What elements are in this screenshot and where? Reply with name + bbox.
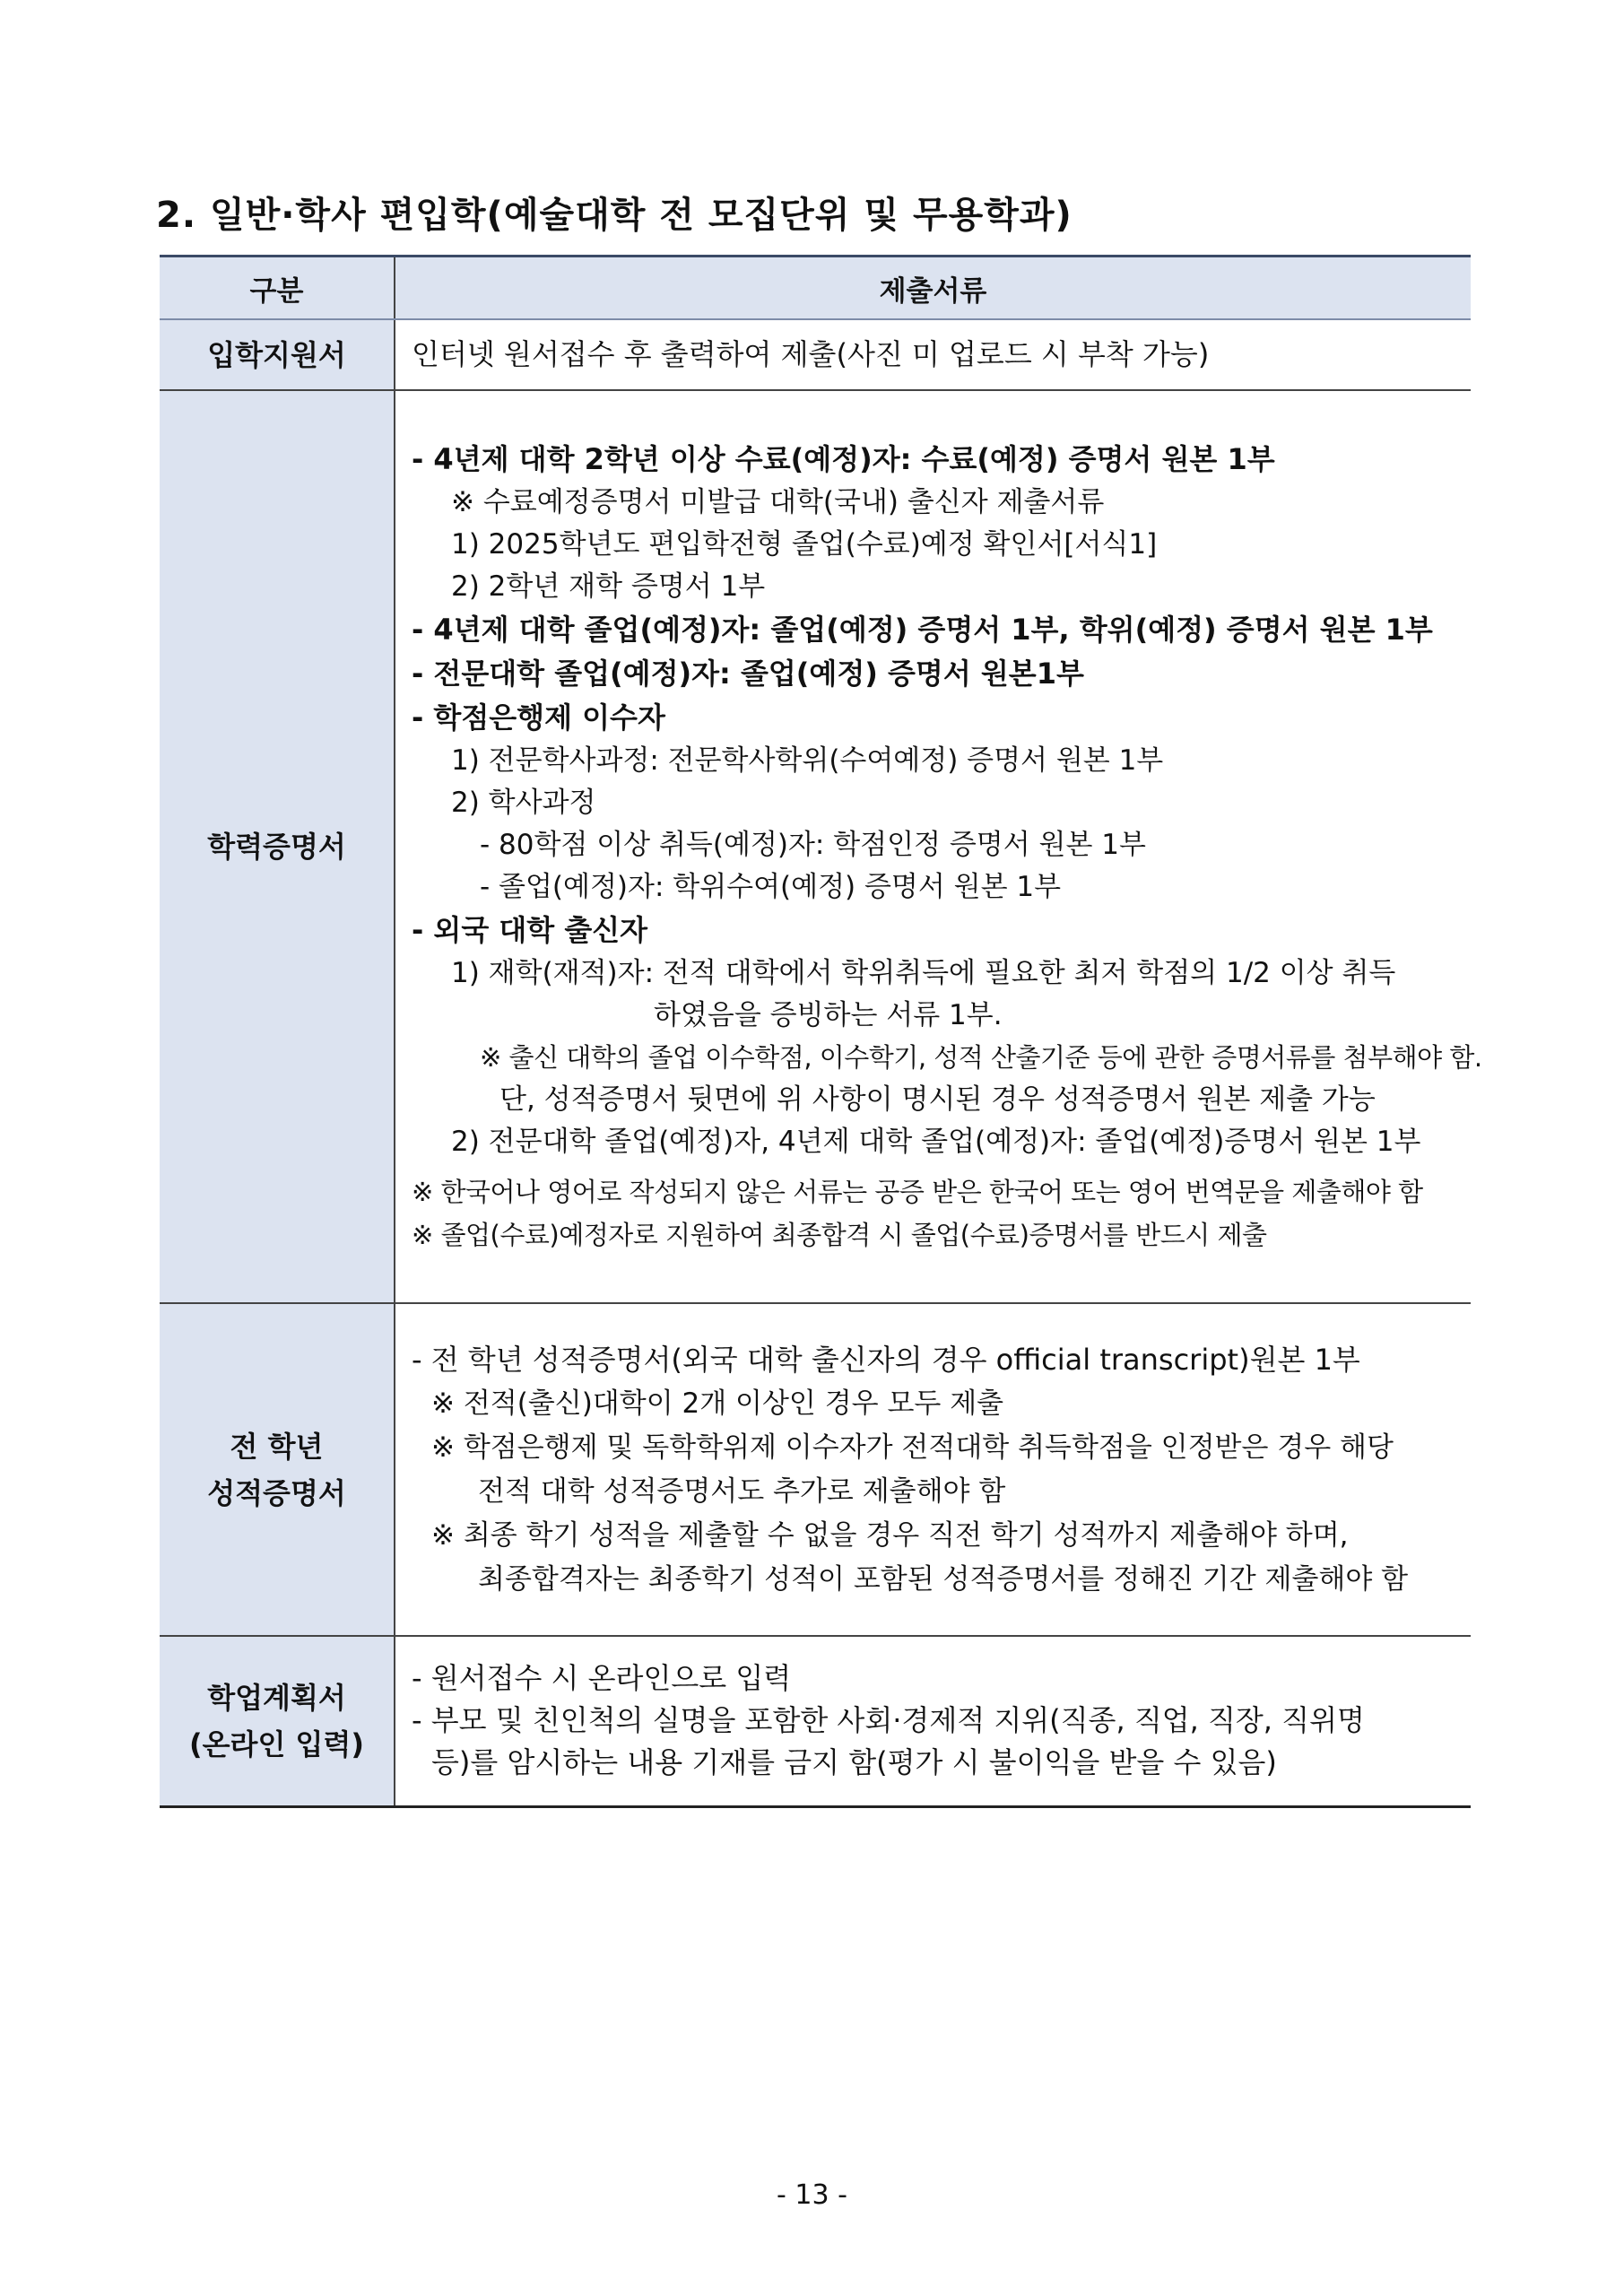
content-line: ※ 출신 대학의 졸업 이수학점, 이수학기, 성적 산출기준 등에 관한 증명서류를 첨부해야 함. [480,1041,1482,1073]
content-line: - 외국 대학 출신자 [412,912,648,947]
content-line: 전적 대학 성적증명서도 추가로 제출해야 함 [478,1474,1006,1508]
section-heading: 2. 일반·학사 편입학(예술대학 전 모집단위 및 무용학과) [156,195,1073,236]
header-documents: 제출서류 [395,257,1471,320]
table-row [160,1303,1471,1636]
content-line: ※ 최종 학기 성적을 제출할 수 없을 경우 직전 학기 성적까지 제출해야 하며, [431,1518,1349,1552]
content-line: - 학점은행제 이수자 [412,700,665,735]
content-line: - 원서접수 시 온라인으로 입력 [412,1661,792,1696]
content-line: ※ 한국어나 영어로 작성되지 않은 서류는 공증 받은 한국어 또는 영어 번역문을 제출해야 함 [412,1176,1423,1207]
row-label-line: (온라인 입력) [189,1726,364,1761]
page-number: - 13 - [777,2179,847,2211]
row-label-education: 학력증명서 [160,390,395,1303]
table-row [160,390,1471,1303]
row-content-application [395,319,1471,390]
content-line: 1) 2025학년도 편입학전형 졸업(수료)예정 확인서[서식1] [451,527,1158,561]
content-line: 1) 전문학사과정: 전문학사학위(수여예정) 증명서 원본 1부 [451,744,1164,777]
content-line: ※ 수료예정증명서 미발급 대학(국내) 출신자 제출서류 [451,485,1105,518]
content-line: 최종합격자는 최종학기 성적이 포함된 성적증명서를 정해진 기간 제출해야 함 [478,1562,1409,1596]
content-line: 2) 학사과정 [451,786,596,819]
content-line: 1) 재학(재적)자: 전적 대학에서 학위취득에 필요한 최저 학점의 1/2 이상 취득 [451,956,1396,989]
row-label-transcript [160,1303,395,1636]
table-row [160,319,1471,390]
content-line: - 전문대학 졸업(예정)자: 졸업(예정) 증명서 원본1부 [412,656,1084,691]
table-row [160,1636,1471,1806]
content-line: ※ 전적(출신)대학이 2개 이상인 경우 모두 제출 [431,1387,1004,1420]
content-line: 등)를 암시하는 내용 기재를 금지 함(평가 시 불이익을 받을 수 있음) [431,1745,1277,1780]
content-line: - 부모 및 친인척의 실명을 포함한 사회·경제적 지위(직종, 직업, 직장, 직위명 [412,1703,1365,1738]
content-line: - 4년제 대학 졸업(예정)자: 졸업(예정) 증명서 1부, 학위(예정) 증명서 원본 1부 [412,612,1433,647]
document-table [160,255,1482,1808]
row-content-education [395,390,1482,1303]
content-line: - 졸업(예정)자: 학위수여(예정) 증명서 원본 1부 [480,870,1062,903]
row-content-study-plan [395,1636,1471,1806]
table-header-row [160,257,1471,320]
header-category: 구분 [160,257,395,320]
content-line: - 80학점 이상 취득(예정)자: 학점인정 증명서 원본 1부 [480,828,1146,861]
row-label-line: 학업계획서 [207,1680,346,1715]
row-label-application: 입학지원서 [160,319,395,390]
content-line: 단, 성적증명서 뒷면에 위 사항이 명시된 경우 성적증명서 원본 제출 가능 [499,1083,1376,1116]
content-line: - 4년제 대학 2학년 이상 수료(예정)자: 수료(예정) 증명서 원본 1부 [412,441,1275,476]
content-line: ※ 학점은행제 및 독학학위제 이수자가 전적대학 취득학점을 인정받은 경우 해당 [431,1431,1394,1464]
content-line: 2) 전문대학 졸업(예정)자, 4년제 대학 졸업(예정)자: 졸업(예정)증명서 원본 1부 [451,1125,1421,1158]
content-line: 하였음을 증빙하는 서류 1부. [654,998,1003,1031]
content-line: ※ 졸업(수료)예정자로 지원하여 최종합격 시 졸업(수료)증명서를 반드시 제출 [412,1219,1267,1250]
content-line: 2) 2학년 재학 증명서 1부 [451,570,766,603]
row-label-line: 전 학년 [230,1429,324,1464]
row-label-line: 성적증명서 [207,1475,346,1510]
row-content-transcript [395,1303,1471,1636]
content-line: - 전 학년 성적증명서(외국 대학 출신자의 경우 official transcript)원본 1부 [412,1342,1360,1377]
content-line: 인터넷 원서접수 후 출력하여 제출(사진 미 업로드 시 부착 가능) [412,337,1210,371]
row-label-study-plan [160,1636,395,1806]
